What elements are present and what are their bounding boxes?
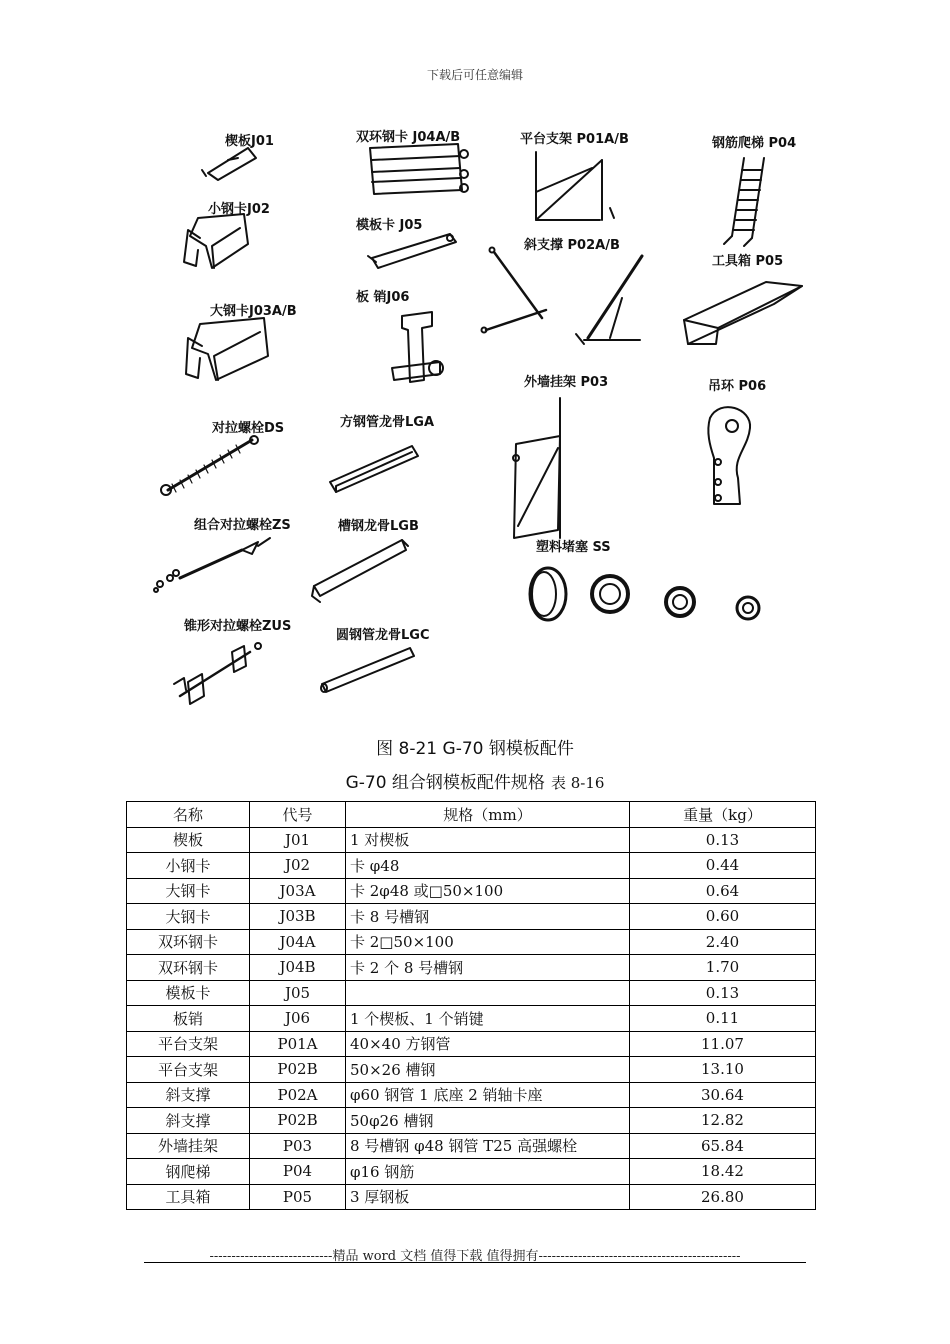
cell-spec: 50φ26 槽钢 xyxy=(346,1108,630,1134)
lifting-ring-p06-drawing xyxy=(708,407,750,504)
cone-tie-bolt-zus-drawing xyxy=(174,643,261,704)
label-p05: 工具箱 P05 xyxy=(712,254,784,269)
cell-weight: 12.82 xyxy=(630,1108,816,1134)
cell-name: 大钢卡 xyxy=(127,904,250,930)
tool-box-p05-drawing xyxy=(684,282,802,344)
table-row xyxy=(127,980,816,1006)
cell-spec: φ16 钢筋 xyxy=(346,1159,630,1185)
cell-weight: 1.70 xyxy=(630,955,816,981)
tie-bolt-ds-drawing xyxy=(161,436,258,495)
ladder-p04-drawing xyxy=(724,158,764,246)
table-row xyxy=(127,853,816,879)
diagonal-brace-p02-drawing xyxy=(482,248,643,345)
cell-spec: 3 厚钢板 xyxy=(346,1184,630,1210)
square-tube-lga-drawing xyxy=(330,446,418,492)
cell-name: 楔板 xyxy=(127,827,250,853)
plastic-plugs-ss-drawing xyxy=(530,568,759,620)
cell-code: J04B xyxy=(250,955,346,981)
cell-weight: 30.64 xyxy=(630,1082,816,1108)
table-row xyxy=(127,904,816,930)
table-row xyxy=(127,1057,816,1083)
label-j06: 板 销J06 xyxy=(356,290,410,305)
cell-code: J01 xyxy=(250,827,346,853)
table-body xyxy=(127,827,816,1210)
small-clamp-j02-drawing xyxy=(184,214,248,268)
table-number: 表 8-16 xyxy=(550,774,605,792)
cell-spec: 1 对楔板 xyxy=(346,827,630,853)
label-lgb: 槽钢龙骨LGB xyxy=(338,519,419,534)
label-p04: 钢筋爬梯 P04 xyxy=(712,136,797,151)
footer-rule xyxy=(144,1262,806,1263)
large-clamp-j03-drawing xyxy=(186,318,268,380)
cell-code: P01A xyxy=(250,1031,346,1057)
label-j03: 大钢卡J03A/B xyxy=(210,304,297,319)
table-row xyxy=(127,1184,816,1210)
label-lga: 方钢管龙骨LGA xyxy=(340,415,435,430)
cell-code: J04A xyxy=(250,929,346,955)
cell-name: 双环钢卡 xyxy=(127,955,250,981)
cell-weight: 26.80 xyxy=(630,1184,816,1210)
platform-bracket-p01-drawing xyxy=(536,152,614,220)
cell-code: J06 xyxy=(250,1006,346,1032)
cell-name: 工具箱 xyxy=(127,1184,250,1210)
cell-code: P03 xyxy=(250,1133,346,1159)
footer-text: ----------------------------精品 word 文档 值得下载 值得拥有---------------------------------------------- xyxy=(209,1249,741,1264)
cell-spec: φ60 钢管 1 底座 2 销轴卡座 xyxy=(346,1082,630,1108)
cell-weight: 0.13 xyxy=(630,980,816,1006)
cell-name: 斜支撑 xyxy=(127,1082,250,1108)
cell-code: J02 xyxy=(250,853,346,879)
channel-lgb-drawing xyxy=(312,540,408,602)
figure-caption: 图 8-21 G-70 钢模板配件 xyxy=(376,739,574,759)
cell-weight: 0.64 xyxy=(630,878,816,904)
wedge-j01-drawing xyxy=(202,148,256,180)
cell-weight: 18.42 xyxy=(630,1159,816,1185)
header-code: 代号 xyxy=(250,802,346,828)
cell-name: 平台支架 xyxy=(127,1057,250,1083)
cell-weight: 65.84 xyxy=(630,1133,816,1159)
cell-code: J05 xyxy=(250,980,346,1006)
label-p02: 斜支撑 P02A/B xyxy=(524,238,620,253)
cell-spec: 卡 φ48 xyxy=(346,853,630,879)
cell-code: P02A xyxy=(250,1082,346,1108)
label-ss: 塑料堵塞 SS xyxy=(536,540,611,555)
cell-spec: 40×40 方钢管 xyxy=(346,1031,630,1057)
label-p03: 外墙挂架 P03 xyxy=(524,375,609,390)
round-tube-lgc-drawing xyxy=(321,648,414,692)
cell-code: P02B xyxy=(250,1057,346,1083)
cell-weight: 13.10 xyxy=(630,1057,816,1083)
cell-name: 外墙挂架 xyxy=(127,1133,250,1159)
table-row xyxy=(127,827,816,853)
table-row xyxy=(127,955,816,981)
label-j02: 小钢卡J02 xyxy=(208,202,270,217)
cell-weight: 0.44 xyxy=(630,853,816,879)
board-pin-j06-drawing xyxy=(392,312,443,382)
cell-name: 模板卡 xyxy=(127,980,250,1006)
label-zus: 锥形对拉螺栓ZUS xyxy=(184,619,292,634)
label-j04: 双环钢卡 J04A/B xyxy=(356,130,461,145)
cell-name: 钢爬梯 xyxy=(127,1159,250,1185)
cell-spec: 50×26 槽钢 xyxy=(346,1057,630,1083)
table-header-row xyxy=(127,802,816,828)
cell-code: P04 xyxy=(250,1159,346,1185)
header-spec: 规格（mm） xyxy=(346,802,630,828)
table-row xyxy=(127,929,816,955)
accessories-figure xyxy=(140,118,820,723)
cell-spec: 卡 2□50×100 xyxy=(346,929,630,955)
cell-code: P02B xyxy=(250,1108,346,1134)
formwork-clamp-j05-drawing xyxy=(368,234,456,268)
cell-spec xyxy=(346,980,630,1006)
table-row xyxy=(127,1159,816,1185)
label-ds: 对拉螺栓DS xyxy=(212,421,285,436)
table-row xyxy=(127,1133,816,1159)
double-ring-clamp-j04-drawing xyxy=(370,144,468,194)
table-row xyxy=(127,1031,816,1057)
table-row xyxy=(127,1082,816,1108)
table-row xyxy=(127,878,816,904)
header-weight: 重量（kg） xyxy=(630,802,816,828)
cell-spec: 1 个楔板、1 个销键 xyxy=(346,1006,630,1032)
cell-name: 大钢卡 xyxy=(127,878,250,904)
cell-name: 小钢卡 xyxy=(127,853,250,879)
table-row xyxy=(127,1006,816,1032)
combined-tie-bolt-zs-drawing xyxy=(154,538,270,592)
spec-table xyxy=(126,801,816,1210)
label-lgc: 圆钢管龙骨LGC xyxy=(336,628,430,643)
cell-code: J03A xyxy=(250,878,346,904)
table-title-text: G-70 组合钢模板配件规格 xyxy=(345,773,545,793)
label-j05: 模板卡 J05 xyxy=(356,218,423,233)
cell-code: P05 xyxy=(250,1184,346,1210)
cell-weight: 0.60 xyxy=(630,904,816,930)
header-name: 名称 xyxy=(127,802,250,828)
label-p06: 吊环 P06 xyxy=(708,379,767,394)
cell-name: 双环钢卡 xyxy=(127,929,250,955)
header-note: 下载后可任意编辑 xyxy=(426,68,523,82)
label-j01: 楔板J01 xyxy=(225,134,274,149)
label-p01: 平台支架 P01A/B xyxy=(520,132,629,147)
cell-code: J03B xyxy=(250,904,346,930)
cell-weight: 0.13 xyxy=(630,827,816,853)
cell-name: 斜支撑 xyxy=(127,1108,250,1134)
cell-weight: 2.40 xyxy=(630,929,816,955)
cell-spec: 卡 2 个 8 号槽钢 xyxy=(346,955,630,981)
label-zs: 组合对拉螺栓ZS xyxy=(194,518,291,533)
cell-spec: 8 号槽钢 φ48 钢管 T25 高强螺栓 xyxy=(346,1133,630,1159)
table-row xyxy=(127,1108,816,1134)
cell-spec: 卡 8 号槽钢 xyxy=(346,904,630,930)
cell-weight: 11.07 xyxy=(630,1031,816,1057)
cell-spec: 卡 2φ48 或□50×100 xyxy=(346,878,630,904)
cell-weight: 0.11 xyxy=(630,1006,816,1032)
outer-wall-hanger-p03-drawing xyxy=(513,398,560,538)
cell-name: 平台支架 xyxy=(127,1031,250,1057)
table-title xyxy=(0,768,950,793)
cell-name: 板销 xyxy=(127,1006,250,1032)
